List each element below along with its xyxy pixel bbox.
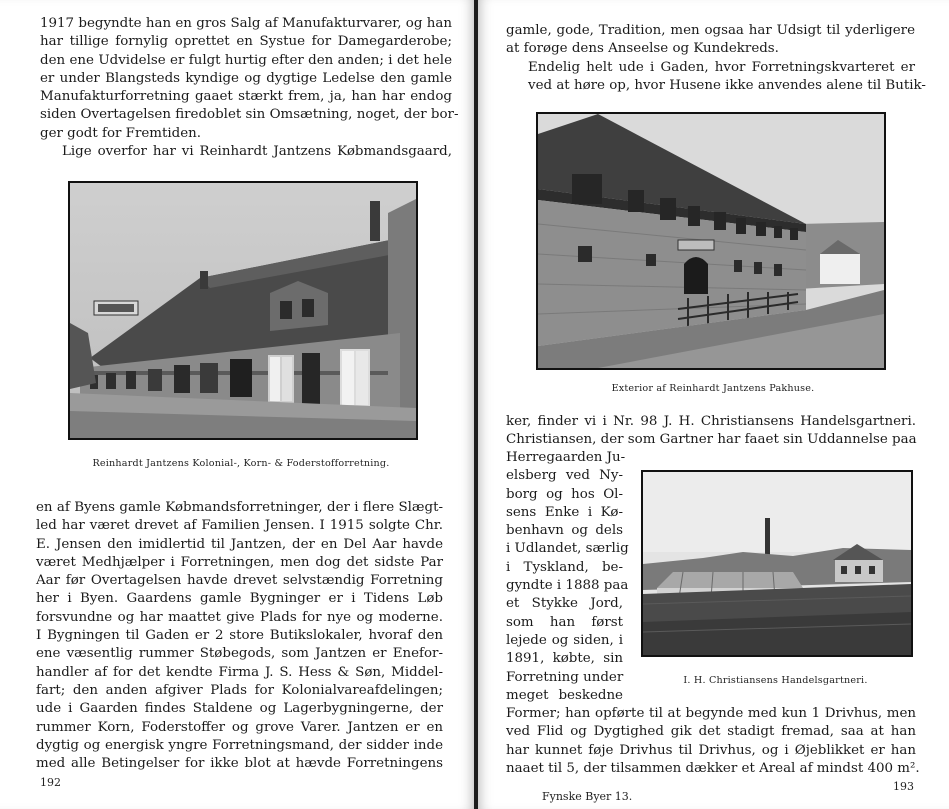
text-line: gyndte i 1888 paa <box>506 578 629 594</box>
text-line: siden Overtagelsen firedoblet sin Omsætning, noget, der bor- <box>40 107 459 123</box>
text-line: lejede og siden, i <box>506 632 623 648</box>
text-line: været Medhjælper i Forretningen, men dog det sidste Par <box>36 554 443 570</box>
text-line: gamle, gode, Tradition, men ogsaa har Udsigt til yderligere <box>506 23 915 38</box>
signature-mark: Fynske Byer 13. <box>542 790 633 803</box>
text-line: i Udlandet, særlig <box>506 541 629 557</box>
text-line: har kunnet føje Drivhus til Drivhus, og i Øjeblikket er han <box>506 742 916 758</box>
text-line: Aar før Overtagelsen havde drevet selvstændig Forretning <box>36 573 443 589</box>
text-line: den ene Udvidelse er fulgt hurtig efter den anden; i det hele <box>40 52 452 68</box>
photo-3-caption: I. H. Christiansens Handelsgartneri. <box>683 675 868 686</box>
text-line: led har været drevet af Familien Jensen. I 1915 solgte Chr. <box>36 518 443 534</box>
text-line: har tillige fornylig oprettet en Systue for Damegarderobe; <box>40 34 452 50</box>
text-line: ved Flid og Dygtighed gik det stadigt fremad, saa at han <box>506 724 916 740</box>
text-line: E. Jensen den imidlertid til Jantzen, der en Del Aar havde <box>36 536 443 552</box>
text-line: ker, finder vi i Nr. 98 J. H. Christiansens Handelsgartneri. <box>506 414 916 429</box>
page-number-left: 192 <box>40 776 61 789</box>
photo-jantzen-warehouse <box>536 112 886 370</box>
text-line: rummer Korn, Foderstoffer og grove Varer. Jantzen er en <box>36 719 443 735</box>
text-line: dygtig og energisk yngre Forretningsmand, der sidder inde <box>36 737 443 753</box>
text-line: forsvundne og har maattet give Plads for nye og moderne. <box>36 609 443 625</box>
photo-christiansen-nursery <box>641 470 913 657</box>
text-line: et Stykke Jord, <box>506 596 623 612</box>
photo-2-caption: Exterior af Reinhardt Jantzens Pakhuse. <box>611 383 815 394</box>
right-page <box>478 0 949 809</box>
text-line: Endelig helt ude i Gaden, hvor Forretningskvarteret er <box>528 59 915 75</box>
left-page <box>0 0 474 809</box>
text-line: Manufakturforretning gaaet stærkt frem, ja, han har endog <box>40 89 452 105</box>
right-paragraph-3-tail <box>506 705 920 778</box>
text-line: Former; han opførte til at begynde med kun 1 Drivhus, men <box>506 706 916 721</box>
text-line: borg og hos Ol- <box>506 486 623 502</box>
text-line: ene væsentlig rummer Støbegods, som Jantzen er Enefor- <box>36 646 443 662</box>
right-paragraph-3-full <box>506 413 916 450</box>
text-line: Christiansen, der som Gartner har faaet sin Uddannelse paa <box>506 432 917 448</box>
text-line: her i Byen. Gaardens gamle Bygninger er i Tidens Løb <box>36 591 443 607</box>
text-line: 1917 begyndte han en gros Salg af Manufakturvarer, og han <box>40 16 452 31</box>
photo-1-caption: Reinhardt Jantzens Kolonial-, Korn- & Foderstofforretning. <box>92 458 390 469</box>
text-line: handler af for det kendte Firma J. S. Hess & Søn, Middel- <box>36 664 443 680</box>
text-line: sens Enke i Kø- <box>506 504 623 520</box>
text-line: elsberg ved Ny- <box>506 468 623 484</box>
left-paragraph-1 <box>40 15 459 161</box>
text-line: at forøge dens Anseelse og Kundekreds. <box>506 41 779 57</box>
text-line: Lige overfor har vi Reinhardt Jantzens Købmandsgaard, <box>62 144 452 160</box>
right-paragraph-1 <box>506 22 926 95</box>
text-line: fart; den anden afgiver Plads for Kolonialvareafdelingen; <box>36 682 443 698</box>
photo-jantzen-store <box>68 181 418 440</box>
text-line: Forretning under <box>506 669 624 685</box>
text-line: naaet til 5, der tilsammen dækker et Areal af mindst 400 m². <box>506 760 920 776</box>
warehouse-illustration <box>538 114 884 368</box>
text-line: benhavn og dels <box>506 523 623 539</box>
text-line: med alle Betingelser for ikke blot at hævde Forretningens <box>36 756 443 772</box>
text-line: i Tyskland, be- <box>506 559 623 575</box>
text-line: meget beskedne <box>506 687 623 703</box>
right-paragraph-3-narrow <box>506 449 629 705</box>
text-line: I Bygningen til Gaden er 2 store Butikslokaler, hvoraf den <box>36 628 443 644</box>
text-line: som han først <box>506 614 623 630</box>
text-line: er under Blangsteds kyndige og dygtige Ledelse den gamle <box>40 70 452 86</box>
text-line: en af Byens gamle Købmandsforretninger, der i flere Slægt- <box>36 500 443 515</box>
page-number-right: 193 <box>893 780 914 793</box>
text-line: Herregaarden Ju- <box>506 450 626 465</box>
nursery-illustration <box>643 472 911 655</box>
text-line: 1891, købte, sin <box>506 651 623 667</box>
text-line: ved at høre op, hvor Husene ikke anvendes alene til Butik- <box>528 77 926 93</box>
store-illustration <box>70 183 416 438</box>
text-line: ude i Gaarden findes Staldene og Lagerbygningerne, der <box>36 701 443 717</box>
text-line: ger godt for Fremtiden. <box>40 125 202 141</box>
left-paragraph-3 <box>36 499 443 773</box>
